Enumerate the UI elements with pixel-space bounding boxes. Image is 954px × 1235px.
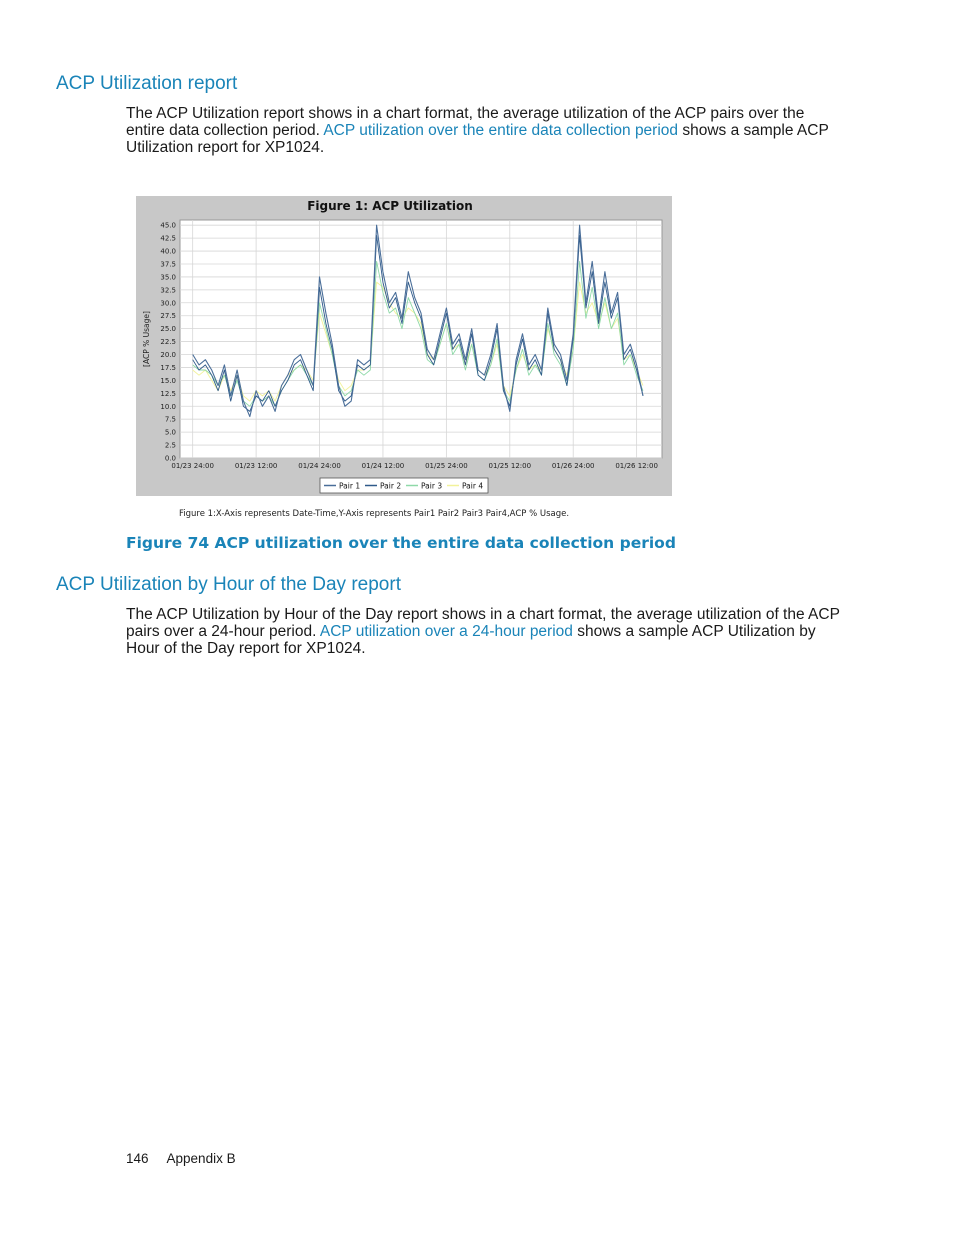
y-tick-label: 40.0 (160, 247, 176, 256)
figure-title: Figure 74 ACP utilization over the entire data collection period (126, 534, 676, 552)
x-tick-label: 01/26 24:00 (551, 462, 595, 470)
y-tick-label: 45.0 (160, 221, 176, 230)
y-tick-label: 30.0 (160, 299, 176, 308)
y-tick-label: 22.5 (160, 338, 176, 347)
legend-entry: Pair 2 (380, 481, 402, 491)
x-tick-label: 01/26 12:00 (615, 462, 658, 470)
paragraph-text: shows a sample ACP Utilization by Hour of the Day report for XP1024. (126, 623, 816, 657)
y-tick-label: 37.5 (160, 260, 176, 269)
acp-utilization-chart (136, 196, 672, 496)
legend-entry: Pair 1 (339, 481, 361, 491)
section-paragraph (126, 606, 841, 657)
y-tick-label: 2.5 (164, 441, 176, 450)
figure-link[interactable]: ACP utilization over a 24-hour period (319, 623, 573, 640)
footer-section: Appendix B (166, 1151, 236, 1166)
y-tick-label: 27.5 (160, 312, 176, 321)
chart-title: Figure 1: ACP Utilization (307, 199, 473, 213)
plot-area (180, 220, 662, 458)
paragraph-text: The ACP Utilization by Hour of the Day report shows in a chart format, the average utilization of the ACP pairs over a 24-hour period. (126, 606, 840, 640)
legend-entry: Pair 3 (421, 481, 443, 491)
legend-entry: Pair 4 (462, 481, 484, 491)
page-footer (126, 1151, 236, 1166)
y-tick-label: 0.0 (164, 454, 176, 463)
paragraph-text: The ACP Utilization report shows in a chart format, the average utilization of the ACP pairs over the entire data collection period. (126, 105, 805, 139)
x-tick-label: 01/25 12:00 (488, 462, 532, 470)
y-tick-label: 32.5 (160, 286, 176, 295)
x-tick-label: 01/24 24:00 (298, 462, 341, 470)
x-tick-label: 01/24 12:00 (361, 462, 405, 470)
page-number: 146 (126, 1151, 149, 1166)
y-tick-label: 35.0 (160, 273, 176, 282)
y-tick-label: 15.0 (160, 376, 176, 385)
x-tick-label: 01/23 24:00 (171, 462, 214, 470)
section-paragraph (126, 105, 841, 156)
x-tick-label: 01/25 24:00 (425, 462, 468, 470)
paragraph-text: shows a sample ACP Utilization report for XP1024. (126, 122, 829, 156)
y-tick-label: 5.0 (164, 428, 176, 437)
y-tick-label: 7.5 (164, 415, 176, 424)
chart-figure (136, 196, 672, 496)
section-heading-acp-utilization: ACP Utilization report (56, 73, 238, 94)
y-tick-label: 20.0 (160, 351, 176, 360)
x-tick-label: 01/23 12:00 (234, 462, 278, 470)
y-tick-label: 17.5 (160, 363, 176, 372)
section-heading-hour-of-day: ACP Utilization by Hour of the Day report (56, 574, 401, 595)
y-tick-label: 12.5 (160, 389, 176, 398)
figure-link[interactable]: ACP utilization over the entire data collection period (323, 122, 679, 139)
y-tick-label: 10.0 (160, 402, 176, 411)
figure-caption: Figure 1:X-Axis represents Date-Time,Y-Axis represents Pair1 Pair2 Pair3 Pair4,ACP % Usage. (179, 509, 570, 519)
y-axis-label: [ACP % Usage] (142, 311, 151, 367)
y-tick-label: 42.5 (160, 234, 176, 243)
y-tick-label: 25.0 (160, 325, 176, 334)
